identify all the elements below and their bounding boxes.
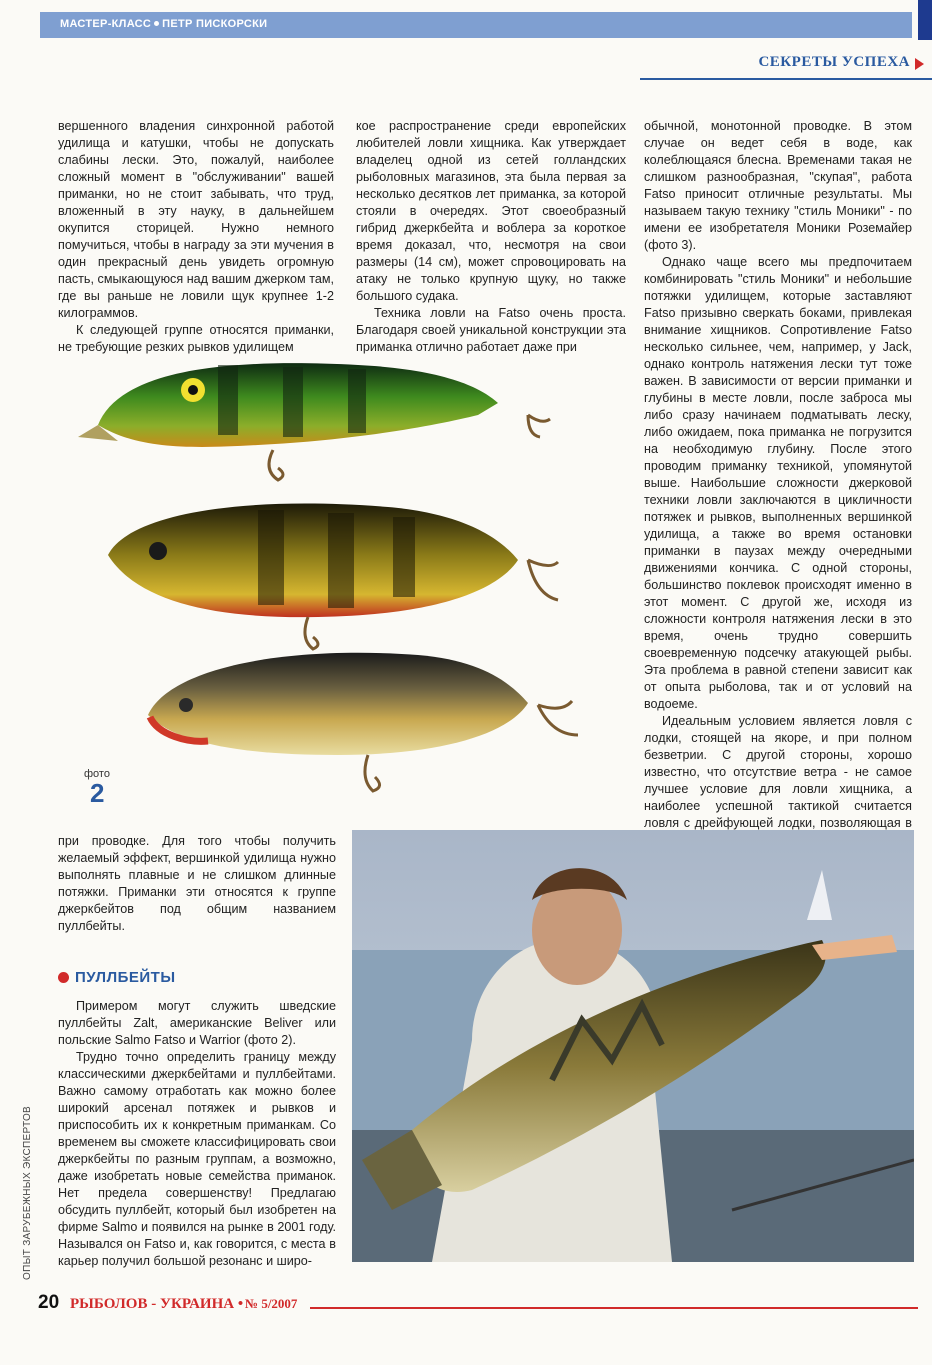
rubric-underline [640, 78, 932, 80]
paragraph: Техника ловли на Fatso очень проста. Благодаря своей уникальной конструкции эта приманка отлично работает даже при [356, 306, 626, 354]
header-text [60, 18, 267, 30]
triangle-marker-icon [915, 58, 924, 70]
subheading-text: ПУЛЛБЕЙТЫ [75, 969, 176, 986]
lures-illustration [58, 345, 638, 825]
paragraph: Примером могут служить шведские пуллбейты Zalt, американские Beliver или польские Salmo Fatso и Warrior (фото 2). [58, 999, 336, 1047]
paragraph: Трудно точно определить границу между классическими джеркбейтами и пуллбейтами. Важно самому отработать как можно более широкий арсенал потяжек и рывков и приспособить их к конкретным приманкам. Со временем вы сможете классифицировать свои джеркбейты по разным группам, а возможно, даже изобретать новые семейства приманок. Нет предела совершенству! Предлагаю обсудить пуллбейт, который был изобретен на фирме Salmo и появился на рынке в 2001 году. Назывался он Fatso и, как говорится, с места в карьер получил большой резонанс и широ- [58, 1050, 336, 1268]
paragraph: Однако чаще всего мы предпочитаем комбинировать "стиль Моники" и небольшие потяжки удилищем, которые заставляют Fatso призывно сверкать боками, привлекая внимание хищников. Сопротивление Fatso несколько сильнее, чем, например, у Jack, однако контроль натяжения лески тут тоже важен. В зависимости от версии приманки и глубины в месте ловли, после заброса мы либо сразу начинаем подматывать леску, либо ожидаем, пока приманка не погрузится на необходимую глубину. После этого проводим приманку техникой, упомянутой выше. Наибольшие сложности джерковой техники ловли заключаются в цикличности потяжек и рывков, выполненных вершинкой удилища, а также во время остановки приманки в паузах между очередными движениями кончика. С одной стороны, большинство поклевок происходят именно в этот момент. С другой же, исходя из сложности контроля натяжения лески в это время, очень трудно совершить своевременную подсечку атакующей рыбы. Эта проблема в равной степени зависит как от опыта рыболова, так и от условий на водоеме. [644, 255, 912, 711]
text-column-2 [356, 118, 626, 356]
figure-label: фото [84, 768, 110, 780]
paragraph: кое распространение среди европейских любителей ловли хищника. Как утверждает владелец одной из сетей голландских рыболовных магазинов, эта была первая за несколько десятков лет приманка, за которой стояли в очередях. Этот своеобразный гибрид джеркбейта и воблера за короткое время доказал, что, несмотря на свои размеры (14 см), может спровоцировать на атаку не только крупную щуку, но также большого судака. [356, 119, 626, 303]
page-number: 20 [38, 1292, 60, 1313]
lures-photo [58, 345, 638, 825]
magazine-title: РЫБОЛОВ - УКРАИНА • [70, 1296, 244, 1312]
angler-photo-illustration [352, 830, 914, 1262]
rubric-row [640, 52, 932, 74]
header-section: МАСТЕР-КЛАСС [60, 18, 152, 30]
angler-photo [352, 830, 914, 1262]
issue-number: № 5/2007 [245, 1296, 298, 1311]
figure-number: 2 [90, 778, 105, 808]
header-author: ПЕТР ПИСКОРСКИ [162, 18, 268, 30]
subheading [58, 969, 336, 986]
bullet-icon [58, 972, 69, 983]
header-bar [40, 12, 912, 38]
paragraph: К следующей группе относятся приманки, не требующие резких рывков удилищем [58, 323, 334, 354]
paragraph: Идеальным условием является ловля с лодки, стоящей на якоре, и при полном безветрии. С другой стороны, хорошо известно, что отсутствие ветра - не самое лучшее условие для ловли хищника, а наиболее успешной тактикой считается ловля с дрейфующей лодки, позволяющая в [644, 714, 912, 830]
text-column-4 [58, 833, 336, 1270]
header-dot-icon [154, 21, 159, 26]
paragraph: обычной, монотонной проводке. В этом случае он ведет себя в воде, как колеблющаяся блесна. Временами такая не слишком разнообразная, "скупая", работа Fatso приносит отличные результаты. Мы называем такую технику "стиль Моники" - по имени ее изобретателя Моники Роземайер (фото 3). [644, 119, 912, 252]
paragraph: при проводке. Для того чтобы получить желаемый эффект, вершинкой удилища нужно выполнять плавные и не слишком длинные потяжки. Приманки эти относятся к группе джеркбейтов под общим названием пуллбейты. [58, 834, 336, 933]
paragraph: вершенного владения синхронной работой удилища и катушки, чтобы не допускать слабины лески. Это, пожалуй, наиболее сложный момент в "обслуживании" вашей приманки, но не стоит забывать, что труд, вложенный в эту науку, в дальнейшем окупится сторицей. Нужно немного помучиться, чтобы в награду за эти мучения в один прекрасный день увидеть огромную пасть, смыкающуюся над вашим джерком там, где вы раньше не ловили щук крупнее 1-2 килограммов. [58, 119, 334, 320]
text-column-1 [58, 118, 334, 356]
page-edge-mark [918, 0, 932, 40]
sidebar-label: ОПЫТ ЗАРУБЕЖНЫХ ЭКСПЕРТОВ [22, 1105, 33, 1280]
footer-rule [310, 1307, 918, 1309]
text-column-3 [644, 118, 912, 866]
rubric-title: СЕКРЕТЫ УСПЕХА [758, 54, 910, 70]
footer [38, 1292, 918, 1316]
